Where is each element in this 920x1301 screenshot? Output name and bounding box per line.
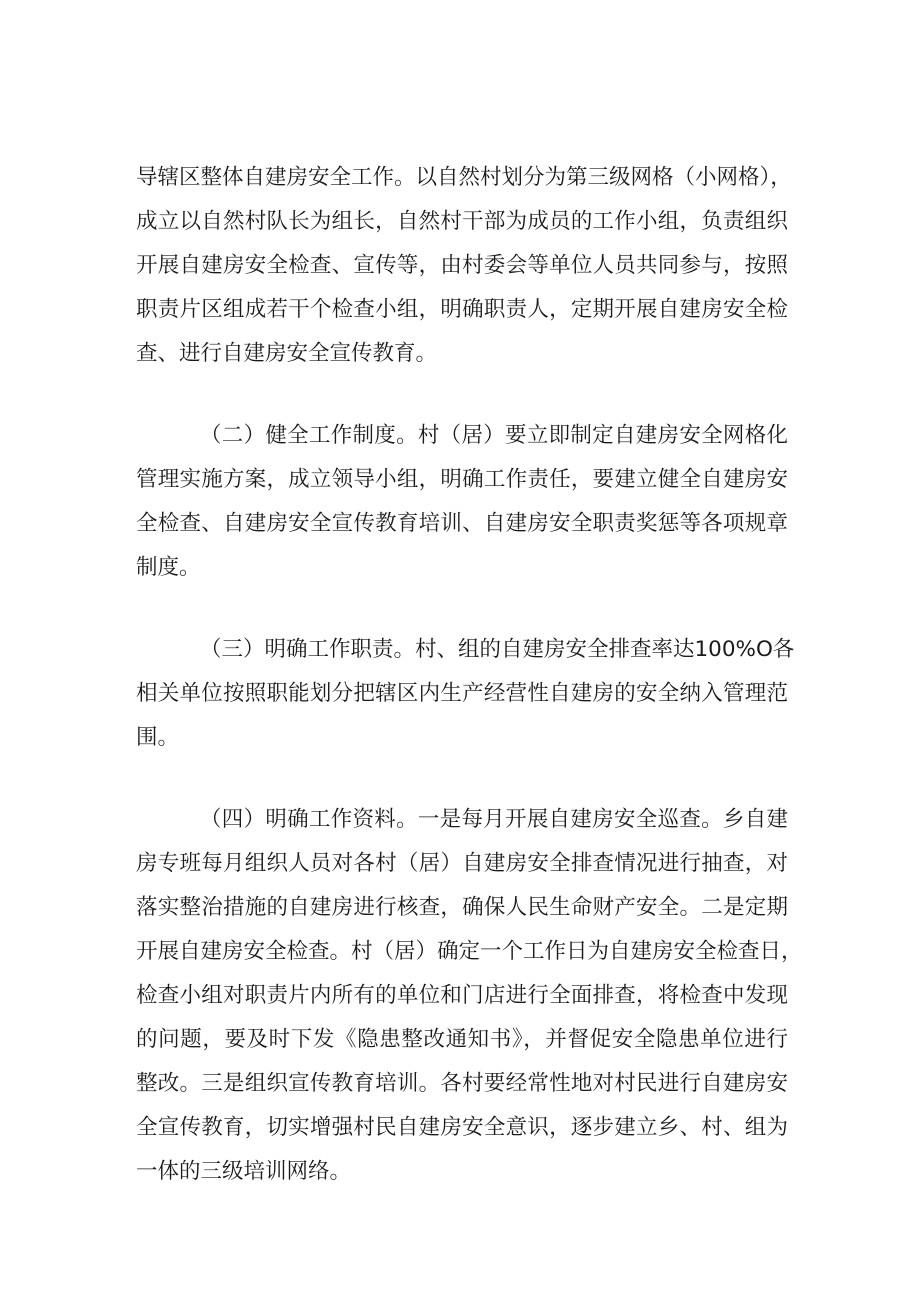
text-line: 查、进行自建房安全宣传教育。 <box>136 341 438 366</box>
paragraph-continuation <box>136 156 792 376</box>
paragraph-section-2 <box>136 414 788 590</box>
text-line: 职责片区组成若干个检查小组，明确职责人，定期开展自建房安全检 <box>136 297 788 322</box>
text-line: 的问题，要及时下发《隐患整改通知书》，并督促安全隐患单位进行 <box>136 1027 788 1052</box>
text-line: 导辖区整体自建房安全工作。以自然村划分为第三级网格（小网格）， <box>136 165 792 190</box>
text-line: 相关单位按照职能划分把辖区内生产经营性自建房的安全纳入管理范 <box>136 681 788 706</box>
text-line: 开展自建房安全检查、宣传等，由村委会等单位人员共同参与，按照 <box>136 253 788 278</box>
text-line: 全宣传教育，切实增强村民自建房安全意识，逐步建立乡、村、组为 <box>136 1115 788 1140</box>
text-line: 全检查、自建房安全宣传教育培训、自建房安全职责奖惩等各项规章 <box>136 511 788 536</box>
text-line: 整改。三是组织宣传教育培训。各村要经常性地对村民进行自建房安 <box>136 1071 788 1096</box>
paragraph-section-3 <box>136 628 795 760</box>
text-line: 一体的三级培训网络。 <box>136 1159 352 1184</box>
text-line: 制度。 <box>136 555 201 580</box>
text-line: 成立以自然村队长为组长，自然村干部为成员的工作小组，负责组织 <box>136 209 788 234</box>
document-body <box>136 156 803 1194</box>
text-line: 开展自建房安全检查。村（居）确定一个工作日为自建房安全检查日， <box>136 939 803 964</box>
text-line: 落实整治措施的自建房进行核查，确保人民生命财产安全。二是定期 <box>136 895 788 920</box>
text-line: 检查小组对职责片内所有的单位和门店进行全面排查，将检查中发现 <box>136 983 788 1008</box>
text-line: 房专班每月组织人员对各村（居）自建房安全排查情况进行抽查，对 <box>136 851 788 876</box>
text-line: 管理实施方案，成立领导小组，明确工作责任，要建立健全自建房安 <box>136 467 788 492</box>
section-heading-line: （四）明确工作资料。一是每月开展自建房安全巡查。乡自建 <box>200 807 788 832</box>
section-heading-line: （三）明确工作职责。村、组的自建房安全排查率达100%O各 <box>200 637 795 662</box>
paragraph-section-4 <box>136 798 803 1194</box>
section-heading-line: （二）健全工作制度。村（居）要立即制定自建房安全网格化 <box>200 423 788 448</box>
text-line: 围。 <box>136 725 180 750</box>
